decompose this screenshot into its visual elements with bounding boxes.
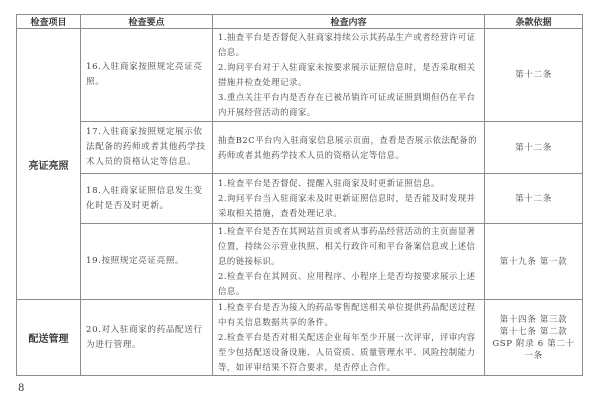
check-content xyxy=(213,224,485,300)
check-content xyxy=(213,300,485,376)
check-content xyxy=(213,174,485,224)
header-point: 检查要点 xyxy=(81,15,213,29)
check-content xyxy=(213,29,485,122)
check-point: 16.入驻商家按照规定亮证亮照。 xyxy=(81,29,213,122)
table-row xyxy=(17,122,583,174)
clause-line: 第十九条 第一款 xyxy=(499,256,568,267)
clause-line: 第十二条 xyxy=(515,70,552,80)
content-line: 2.检查平台是否对相关配送企业每年至少开展一次评审，评审内容至少包括配送设备设施、人员资质、质量管理水平、风险控制能力等，如评审结果不符合要求，是否停止合作。 xyxy=(218,332,476,372)
category-license-display: 亮证亮照 xyxy=(17,29,81,300)
content-line: 1.检查平台是否在其网站首页或者从事药品经营活动的主页面显著位置，持续公示营业执照、相关行政许可和平台备案信息或上述信息的链接标识。 xyxy=(218,226,476,266)
content-line: 抽查B2C平台内入驻商家信息展示页面，查看是否展示依法配备的药师或者其他药学技术人员的资格认定等信息。 xyxy=(218,134,478,160)
clause-line: 第十四条 第三款 xyxy=(499,314,568,325)
table-row xyxy=(17,174,583,224)
check-point: 18.入驻商家证照信息发生变化时是否及时更新。 xyxy=(81,174,213,224)
table-row xyxy=(17,300,583,376)
header-item: 检查项目 xyxy=(17,15,81,29)
content-line: 1.检查平台是否督促、提醒入驻商家及时更新证照信息。 xyxy=(218,178,440,188)
header-content: 检查内容 xyxy=(213,15,485,29)
table-header-row xyxy=(17,15,583,29)
clause-basis xyxy=(485,122,583,174)
content-line: 2.询问平台对于入驻商家未按要求展示证照信息时，是否采取相关措施并检查处理记录。 xyxy=(218,62,476,87)
content-line: 3.重点关注平台内是否存在已被吊销许可证或证照到期但仍在平台内开展经营活动的商家。 xyxy=(218,92,476,117)
check-point: 20.对入驻商家的药品配送行为进行管理。 xyxy=(81,300,213,376)
clause-line: 第十二条 xyxy=(515,142,552,153)
inspection-table xyxy=(16,14,583,376)
clause-basis xyxy=(485,224,583,300)
check-point: 19.按照规定亮证亮照。 xyxy=(81,224,213,300)
content-line: 1.检查平台是否为接入的药品零售配送相关单位提供药品配送过程中有关信息数据共享的条件。 xyxy=(218,302,476,327)
content-line: 2.询问平台当入驻商家未及时更新证照信息时，是否能及时发现并采取相关措施，查看处理记录。 xyxy=(218,193,476,218)
clause-line: 第十二条 xyxy=(515,193,552,204)
category-delivery-management: 配送管理 xyxy=(17,300,81,376)
clause-basis xyxy=(485,29,583,122)
check-point: 17.入驻商家按照规定展示依法配备的药师或者其他药学技术人员的资格认定等信息。 xyxy=(81,122,213,174)
table-row xyxy=(17,224,583,300)
clause-line: 第十七条 第二款 xyxy=(499,326,568,337)
clause-line: GSP 附录 6 第二十一条 xyxy=(492,338,575,361)
table-row xyxy=(17,29,583,122)
content-line: 1.抽查平台是否督促入驻商家持续公示其药品生产或者经营许可证信息。 xyxy=(218,32,476,57)
content-line: 2.检查平台在其网页、应用程序、小程序上是否均按要求展示上述信息。 xyxy=(218,271,476,296)
clause-basis xyxy=(485,174,583,224)
clause-basis xyxy=(485,300,583,376)
check-content xyxy=(213,122,485,174)
page-number: 8 xyxy=(18,383,25,394)
header-basis: 条款依据 xyxy=(485,15,583,29)
